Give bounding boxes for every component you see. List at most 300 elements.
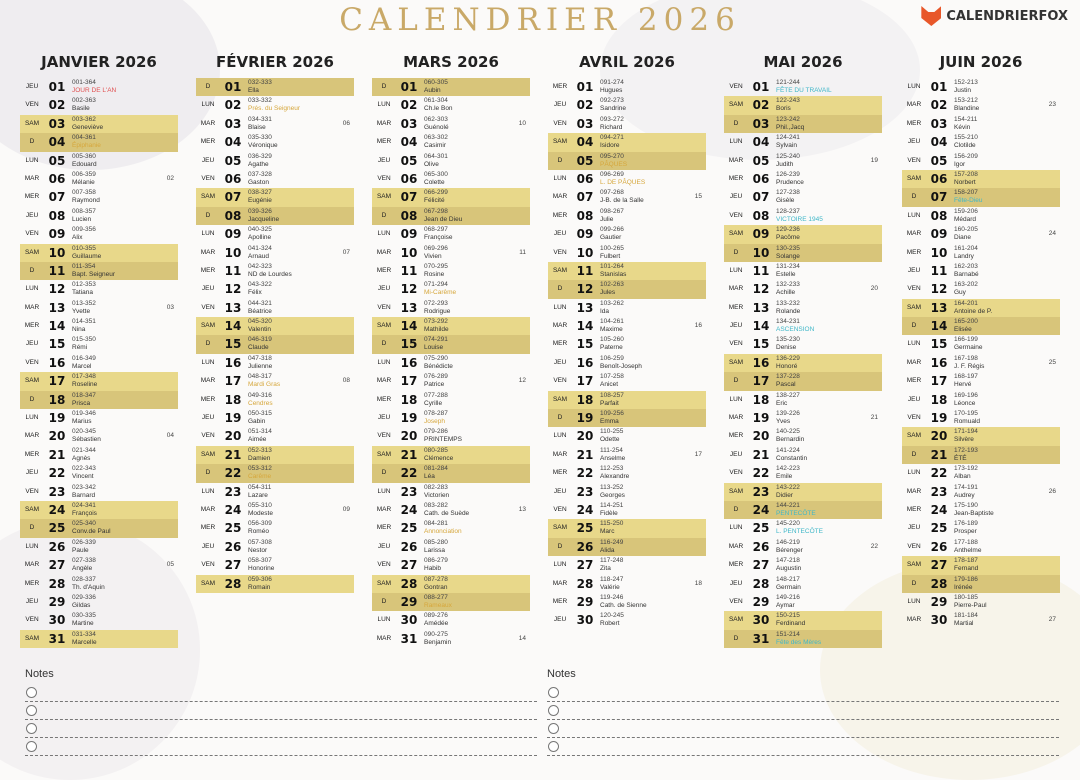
day-row[interactable] xyxy=(724,372,882,390)
day-row[interactable] xyxy=(196,299,354,317)
day-row[interactable] xyxy=(548,262,706,280)
day-count: 059-306 xyxy=(248,575,272,583)
note-line[interactable] xyxy=(25,684,537,702)
day-row[interactable] xyxy=(196,317,354,335)
day-count: 094-271 xyxy=(600,134,624,142)
saint-name: Raymond xyxy=(72,197,100,205)
day-number: 19 xyxy=(224,411,242,426)
day-name: MAR xyxy=(906,616,922,624)
day-row[interactable] xyxy=(20,372,178,390)
day-name: LUN xyxy=(201,487,215,495)
day-row[interactable] xyxy=(372,170,530,188)
day-name: VEN xyxy=(377,432,391,440)
saint-name: Martine xyxy=(72,620,94,628)
saint-name: Épiphanie xyxy=(72,142,101,150)
day-number: 16 xyxy=(400,355,418,370)
day-row[interactable] xyxy=(724,464,882,482)
day-row[interactable] xyxy=(548,372,706,390)
day-name: LUN xyxy=(377,358,391,366)
day-count: 065-300 xyxy=(424,170,448,178)
checkbox-circle-icon[interactable] xyxy=(548,705,559,716)
day-row[interactable] xyxy=(724,593,882,611)
day-count: 084-281 xyxy=(424,520,448,528)
day-row[interactable] xyxy=(20,593,178,611)
saint-name: Louise xyxy=(424,344,444,352)
day-row[interactable] xyxy=(724,188,882,206)
day-row[interactable] xyxy=(548,188,706,206)
day-number: 02 xyxy=(576,98,594,113)
day-row[interactable] xyxy=(372,427,530,445)
day-row[interactable] xyxy=(372,280,530,298)
day-row[interactable] xyxy=(196,262,354,280)
day-row[interactable] xyxy=(196,391,354,409)
day-row[interactable] xyxy=(902,538,1060,556)
day-row[interactable] xyxy=(20,78,178,96)
day-count: 115-250 xyxy=(600,520,624,528)
day-count: 140-225 xyxy=(776,428,800,436)
saint-name: Pascal xyxy=(776,381,796,389)
day-name: D xyxy=(381,83,387,90)
day-row[interactable] xyxy=(724,427,882,445)
day-row[interactable] xyxy=(724,501,882,519)
day-count: 025-340 xyxy=(72,520,96,528)
day-count: 085-280 xyxy=(424,538,448,546)
day-row[interactable] xyxy=(372,446,530,464)
day-number: 02 xyxy=(224,98,242,113)
day-row[interactable] xyxy=(902,519,1060,537)
day-count: 142-223 xyxy=(776,465,800,473)
day-row[interactable] xyxy=(20,391,178,409)
day-row[interactable] xyxy=(724,556,882,574)
checkbox-circle-icon[interactable] xyxy=(26,741,37,752)
saint-name: Marcel xyxy=(72,362,92,370)
day-row[interactable] xyxy=(724,575,882,593)
day-row[interactable] xyxy=(724,96,882,114)
day-row[interactable] xyxy=(548,96,706,114)
day-row[interactable] xyxy=(548,299,706,317)
day-row[interactable] xyxy=(196,538,354,556)
day-row[interactable] xyxy=(724,317,882,335)
day-row[interactable] xyxy=(20,207,178,225)
day-name: VEN xyxy=(553,119,567,127)
day-row[interactable] xyxy=(20,538,178,556)
day-row[interactable] xyxy=(196,170,354,188)
day-count: 149-216 xyxy=(776,593,800,601)
day-row[interactable] xyxy=(20,115,178,133)
saint-name: Roméo xyxy=(248,528,269,536)
saint-name: Véronique xyxy=(248,142,278,150)
day-row[interactable] xyxy=(372,538,530,556)
day-row[interactable] xyxy=(902,575,1060,593)
note-line[interactable] xyxy=(547,702,1059,720)
day-row[interactable] xyxy=(724,630,882,648)
day-row[interactable] xyxy=(724,409,882,427)
day-row[interactable] xyxy=(548,335,706,353)
day-row[interactable] xyxy=(902,556,1060,574)
day-row[interactable] xyxy=(20,483,178,501)
day-number: 09 xyxy=(48,227,66,242)
day-name: JEU xyxy=(729,193,743,201)
day-name: MAR xyxy=(376,634,392,642)
note-line[interactable] xyxy=(547,738,1059,756)
day-name: MER xyxy=(906,119,922,127)
day-row[interactable] xyxy=(724,262,882,280)
day-number: 03 xyxy=(400,116,418,131)
checkbox-circle-icon[interactable] xyxy=(548,723,559,734)
day-row[interactable] xyxy=(196,280,354,298)
day-name: MER xyxy=(552,469,568,477)
day-count: 007-358 xyxy=(72,189,96,197)
day-row[interactable] xyxy=(196,207,354,225)
day-row[interactable] xyxy=(548,575,706,593)
day-name: MAR xyxy=(24,174,40,182)
day-row[interactable] xyxy=(902,391,1060,409)
day-row[interactable] xyxy=(548,409,706,427)
day-number: 19 xyxy=(48,411,66,426)
day-row[interactable] xyxy=(20,575,178,593)
day-count: 138-227 xyxy=(776,391,800,399)
day-row[interactable] xyxy=(548,483,706,501)
notes-label: Notes xyxy=(25,668,54,680)
day-number: 27 xyxy=(400,558,418,573)
day-row[interactable] xyxy=(548,170,706,188)
day-row[interactable] xyxy=(196,152,354,170)
day-row[interactable] xyxy=(20,556,178,574)
day-row[interactable] xyxy=(372,299,530,317)
day-row[interactable] xyxy=(20,630,178,648)
day-row[interactable] xyxy=(372,556,530,574)
day-row[interactable] xyxy=(372,501,530,519)
day-row[interactable] xyxy=(20,611,178,629)
day-list xyxy=(548,78,706,630)
day-row[interactable] xyxy=(20,464,178,482)
day-row[interactable] xyxy=(548,446,706,464)
day-row[interactable] xyxy=(902,317,1060,335)
day-row[interactable] xyxy=(724,446,882,464)
day-count: 143-222 xyxy=(776,483,800,491)
day-row[interactable] xyxy=(724,538,882,556)
day-row[interactable] xyxy=(724,611,882,629)
day-row[interactable] xyxy=(372,188,530,206)
day-row[interactable] xyxy=(20,244,178,262)
day-row[interactable] xyxy=(548,556,706,574)
day-row[interactable] xyxy=(902,501,1060,519)
note-line[interactable] xyxy=(25,720,537,738)
note-line[interactable] xyxy=(25,702,537,720)
checkbox-circle-icon[interactable] xyxy=(26,687,37,698)
day-row[interactable] xyxy=(20,299,178,317)
day-name: D xyxy=(911,193,917,201)
day-row[interactable] xyxy=(20,280,178,298)
day-row[interactable] xyxy=(902,133,1060,151)
day-row[interactable] xyxy=(548,538,706,556)
day-count: 051-314 xyxy=(248,428,272,436)
day-row[interactable] xyxy=(196,575,354,593)
day-row[interactable] xyxy=(20,170,178,188)
day-row[interactable] xyxy=(372,372,530,390)
day-row[interactable] xyxy=(196,372,354,390)
day-row[interactable] xyxy=(20,427,178,445)
day-row[interactable] xyxy=(548,78,706,96)
day-row[interactable] xyxy=(196,483,354,501)
day-count: 050-315 xyxy=(248,410,272,418)
day-row[interactable] xyxy=(548,519,706,537)
day-row[interactable] xyxy=(372,483,530,501)
day-row[interactable] xyxy=(902,446,1060,464)
day-row[interactable] xyxy=(372,575,530,593)
day-name: VEN xyxy=(907,285,921,293)
day-number: 01 xyxy=(576,80,594,94)
note-line[interactable] xyxy=(25,738,537,756)
day-row[interactable] xyxy=(902,427,1060,445)
day-row[interactable] xyxy=(372,611,530,629)
saint-name: Valentin xyxy=(248,326,272,334)
day-row[interactable] xyxy=(196,225,354,243)
day-count: 146-219 xyxy=(776,538,800,546)
day-row[interactable] xyxy=(548,593,706,611)
day-row[interactable] xyxy=(372,317,530,335)
day-row[interactable] xyxy=(724,225,882,243)
day-count: 136-229 xyxy=(776,354,800,362)
day-number: 07 xyxy=(400,190,418,205)
day-row[interactable] xyxy=(372,96,530,114)
day-name: SAM xyxy=(552,266,568,274)
day-count: 111-254 xyxy=(600,446,623,454)
day-number: 13 xyxy=(224,300,242,315)
day-row[interactable] xyxy=(902,409,1060,427)
day-number: 12 xyxy=(752,282,770,297)
day-row[interactable] xyxy=(196,244,354,262)
checkbox-circle-icon[interactable] xyxy=(548,687,559,698)
day-name: MAR xyxy=(24,303,40,311)
saint-name: Apolline xyxy=(248,234,272,242)
day-name: SAM xyxy=(906,561,922,569)
day-number: 05 xyxy=(224,153,242,168)
day-row[interactable] xyxy=(548,317,706,335)
day-row[interactable] xyxy=(196,188,354,206)
day-row[interactable] xyxy=(548,354,706,372)
day-row[interactable] xyxy=(548,115,706,133)
day-row[interactable] xyxy=(196,96,354,114)
day-name: JEU xyxy=(377,542,391,550)
day-row[interactable] xyxy=(902,225,1060,243)
day-row[interactable] xyxy=(724,483,882,501)
day-count: 029-336 xyxy=(72,593,96,601)
day-number: 18 xyxy=(930,392,948,407)
day-name: VEN xyxy=(377,561,391,569)
day-row[interactable] xyxy=(902,280,1060,298)
day-row[interactable] xyxy=(196,501,354,519)
day-row[interactable] xyxy=(372,519,530,537)
day-row[interactable] xyxy=(20,133,178,151)
day-row[interactable] xyxy=(372,152,530,170)
checkbox-circle-icon[interactable] xyxy=(26,705,37,716)
day-name: MER xyxy=(376,138,392,146)
day-row[interactable] xyxy=(196,335,354,353)
day-row[interactable] xyxy=(196,519,354,537)
day-name: LUN xyxy=(907,340,921,348)
day-row[interactable] xyxy=(196,464,354,482)
day-name: SAM xyxy=(200,193,216,201)
day-row[interactable] xyxy=(196,556,354,574)
day-row[interactable] xyxy=(196,409,354,427)
day-row[interactable] xyxy=(548,464,706,482)
day-number: 05 xyxy=(930,153,948,168)
day-count: 008-357 xyxy=(72,207,96,215)
day-number: 04 xyxy=(576,135,594,150)
day-number: 14 xyxy=(48,319,66,334)
day-row[interactable] xyxy=(372,593,530,611)
day-row[interactable] xyxy=(20,152,178,170)
day-number: 26 xyxy=(400,539,418,554)
day-count: 026-339 xyxy=(72,538,96,546)
saint-name: Cath. de Sienne xyxy=(600,601,647,609)
month-column xyxy=(724,50,882,648)
saint-name: FÊTE DU TRAVAIL xyxy=(776,87,832,94)
saint-name: Félicité xyxy=(424,197,445,205)
day-row[interactable] xyxy=(372,244,530,262)
day-row[interactable] xyxy=(724,170,882,188)
day-count: 171-194 xyxy=(954,428,978,436)
day-row[interactable] xyxy=(372,409,530,427)
day-row[interactable] xyxy=(372,354,530,372)
day-row[interactable] xyxy=(196,427,354,445)
day-row[interactable] xyxy=(902,464,1060,482)
day-count: 100-265 xyxy=(600,244,624,252)
day-row[interactable] xyxy=(548,133,706,151)
day-row[interactable] xyxy=(724,115,882,133)
day-row[interactable] xyxy=(902,244,1060,262)
day-row[interactable] xyxy=(902,335,1060,353)
day-row[interactable] xyxy=(548,391,706,409)
day-name: JEU xyxy=(25,211,39,219)
day-row[interactable] xyxy=(902,188,1060,206)
day-row[interactable] xyxy=(902,262,1060,280)
day-row[interactable] xyxy=(548,225,706,243)
day-number: 03 xyxy=(752,116,770,131)
day-row[interactable] xyxy=(902,78,1060,96)
day-row[interactable] xyxy=(372,207,530,225)
day-name: JEU xyxy=(907,395,921,403)
day-row[interactable] xyxy=(20,96,178,114)
day-row[interactable] xyxy=(20,519,178,537)
day-name: MAR xyxy=(906,358,922,366)
day-row[interactable] xyxy=(20,188,178,206)
day-row[interactable] xyxy=(724,152,882,170)
day-row[interactable] xyxy=(20,354,178,372)
day-count: 181-184 xyxy=(954,612,978,620)
day-number: 22 xyxy=(576,466,594,481)
day-row[interactable] xyxy=(196,78,354,96)
brand-logo[interactable] xyxy=(921,6,1068,26)
saint-name: Mélanie xyxy=(72,178,95,186)
saint-name: Martial xyxy=(954,620,974,628)
day-row[interactable] xyxy=(372,391,530,409)
day-row[interactable] xyxy=(724,78,882,96)
day-row[interactable] xyxy=(902,354,1060,372)
day-row[interactable] xyxy=(902,115,1060,133)
day-row[interactable] xyxy=(724,354,882,372)
day-row[interactable] xyxy=(902,170,1060,188)
day-row[interactable] xyxy=(724,391,882,409)
day-number: 24 xyxy=(752,502,770,517)
day-row[interactable] xyxy=(548,207,706,225)
day-row[interactable] xyxy=(372,335,530,353)
note-line[interactable] xyxy=(547,720,1059,738)
day-row[interactable] xyxy=(902,299,1060,317)
checkbox-circle-icon[interactable] xyxy=(26,723,37,734)
saint-name: Gisèle xyxy=(776,197,795,205)
day-row[interactable] xyxy=(724,244,882,262)
day-row[interactable] xyxy=(548,501,706,519)
day-count: 113-252 xyxy=(600,483,624,491)
day-row[interactable] xyxy=(724,133,882,151)
day-row[interactable] xyxy=(372,464,530,482)
day-row[interactable] xyxy=(724,519,882,537)
day-row[interactable] xyxy=(724,280,882,298)
day-row[interactable] xyxy=(372,630,530,648)
note-line[interactable] xyxy=(547,684,1059,702)
day-name: VEN xyxy=(907,414,921,422)
day-row[interactable] xyxy=(196,354,354,372)
day-row[interactable] xyxy=(372,115,530,133)
saint-name: Honoré xyxy=(776,362,798,370)
day-row[interactable] xyxy=(20,335,178,353)
day-row[interactable] xyxy=(548,244,706,262)
day-row[interactable] xyxy=(724,299,882,317)
week-number: 25 xyxy=(1048,358,1056,366)
day-count: 091-274 xyxy=(600,79,624,86)
day-name: LUN xyxy=(377,487,391,495)
day-name: MER xyxy=(376,266,392,274)
day-row[interactable] xyxy=(196,133,354,151)
day-row[interactable] xyxy=(902,152,1060,170)
checkbox-circle-icon[interactable] xyxy=(548,741,559,752)
day-row[interactable] xyxy=(724,207,882,225)
day-number: 17 xyxy=(930,374,948,389)
day-name: JEU xyxy=(201,542,215,550)
day-number: 24 xyxy=(48,502,66,517)
day-row[interactable] xyxy=(20,317,178,335)
day-name: SAM xyxy=(728,101,744,109)
day-row[interactable] xyxy=(372,133,530,151)
day-row[interactable] xyxy=(20,262,178,280)
day-row[interactable] xyxy=(372,78,530,96)
day-row[interactable] xyxy=(724,335,882,353)
day-row[interactable] xyxy=(902,207,1060,225)
day-row[interactable] xyxy=(372,262,530,280)
day-row[interactable] xyxy=(196,115,354,133)
day-row[interactable] xyxy=(196,446,354,464)
day-row[interactable] xyxy=(902,96,1060,114)
day-row[interactable] xyxy=(548,152,706,170)
day-row[interactable] xyxy=(548,280,706,298)
day-row[interactable] xyxy=(902,372,1060,390)
day-count: 109-256 xyxy=(600,410,624,418)
day-row[interactable] xyxy=(20,501,178,519)
day-row[interactable] xyxy=(372,225,530,243)
day-row[interactable] xyxy=(20,409,178,427)
day-name: LUN xyxy=(553,303,567,311)
day-row[interactable] xyxy=(902,483,1060,501)
day-row[interactable] xyxy=(548,427,706,445)
day-row[interactable] xyxy=(20,225,178,243)
day-count: 172-193 xyxy=(954,446,978,454)
day-row[interactable] xyxy=(902,611,1060,629)
day-row[interactable] xyxy=(548,611,706,629)
day-row[interactable] xyxy=(20,446,178,464)
day-row[interactable] xyxy=(902,593,1060,611)
